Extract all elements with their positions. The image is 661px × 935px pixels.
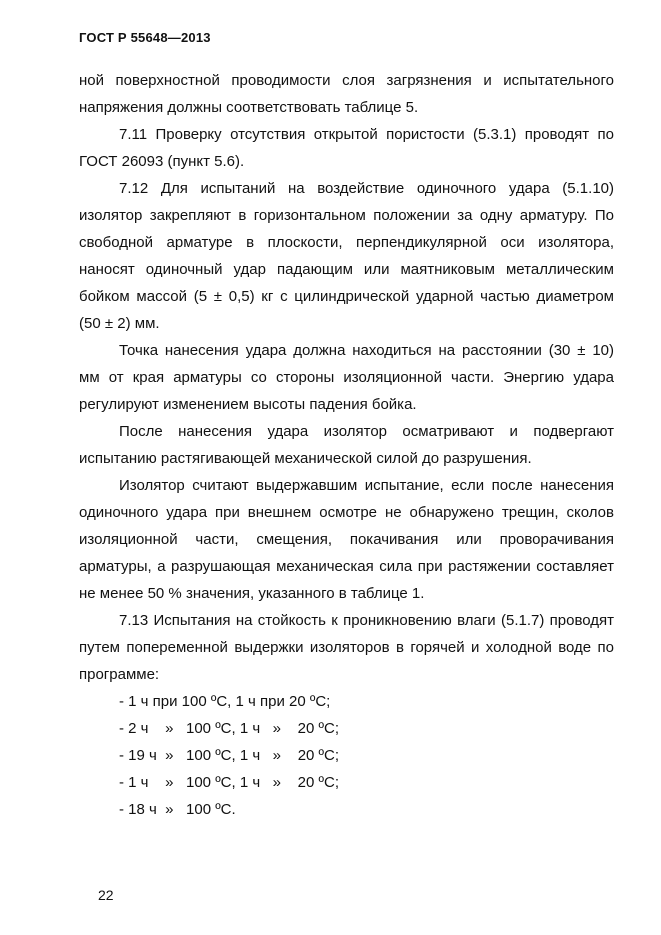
paragraph-7-13: 7.13 Испытания на стойкость к проникновению влаги (5.1.7) проводят путем попеременной выдержки изоляторов в горячей и холодной воде по программе: — [79, 612, 614, 683]
paragraph-7-11: 7.11 Проверку отсутствия открытой пористости (5.3.1) проводят по ГОСТ 26093 (пункт 5.6). — [79, 126, 614, 170]
schedule-item: - 1 ч » 100 ºС, 1 ч » 20 ºС; — [119, 774, 340, 791]
schedule-item: - 2 ч » 100 ºС, 1 ч » 20 ºС; — [119, 720, 340, 737]
schedule-item: - 19 ч » 100 ºС, 1 ч » 20 ºС; — [119, 747, 340, 764]
paragraph-after-impact: После нанесения удара изолятор осматривают и подвергают испытанию растягивающей механической силой до разрушения. — [79, 423, 614, 467]
paragraph-impact-point: Точка нанесения удара должна находиться на расстоянии (30 ± 10) мм от края арматуры со стороны изоляционной части. Энергию удара регулируют изменением высоты падения бойка. — [79, 342, 614, 413]
paragraph-7-12: 7.12 Для испытаний на воздействие одиночного удара (5.1.10) изолятор закрепляют в горизонтальном положении за одну арматуру. По свободной арматуре в плоскости, перпендикулярной оси изолятора, наносят одиночный удар падающим или маятниковым металлическим бойком массой (5 ± 0,5) кг с цилиндрической ударной частью диаметром (50 ± 2) мм. — [79, 180, 614, 332]
schedule-item: - 1 ч при 100 ºС, 1 ч при 20 ºС; — [119, 693, 331, 710]
document-body — [79, 67, 614, 823]
page-number: 22 — [98, 887, 114, 903]
test-schedule-list — [79, 688, 614, 823]
paragraph-pass-criteria: Изолятор считают выдержавшим испытание, если после нанесения одиночного удара при внешнем осмотре не обнаружено трещин, сколов изоляционной части, смещения, покачивания или проворачивания арматуры, а разрушающая механическая сила при растяжении составляет не менее 50 % значения, указанного в таблице 1. — [79, 477, 614, 602]
paragraph-continuation: ной поверхностной проводимости слоя загрязнения и испытательного напряжения должны соответствовать таблице 5. — [79, 72, 614, 116]
document-code-header: ГОСТ Р 55648—2013 — [79, 30, 211, 45]
schedule-item: - 18 ч » 100 ºС. — [119, 801, 236, 818]
